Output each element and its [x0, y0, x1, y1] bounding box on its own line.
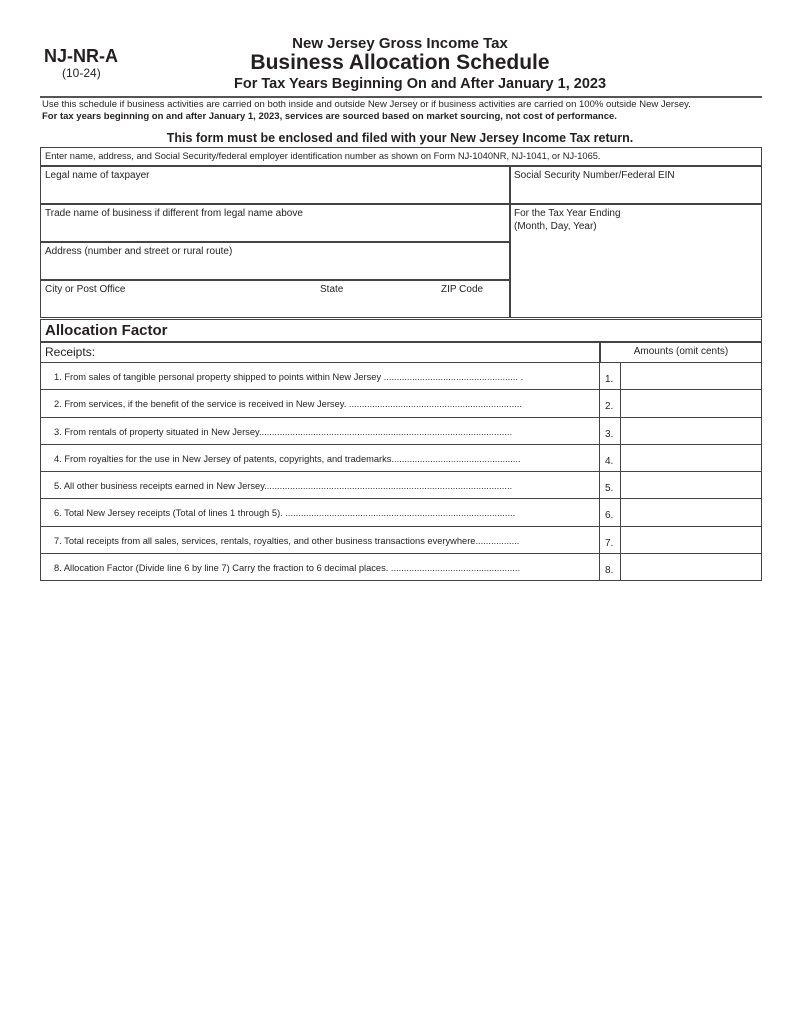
trade-name-label: Trade name of business if different from legal name above: [45, 208, 303, 219]
line-7-amount-field[interactable]: [622, 527, 761, 553]
line-description: 4. From royalties for the use in New Jersey of patents, copyrights, and trademarks..................................................: [54, 453, 521, 464]
enclose-notice: This form must be enclosed and filed with your New Jersey Income Tax return.: [166, 131, 634, 145]
line-3-amount-field[interactable]: [622, 418, 761, 444]
line-number: 6.: [599, 499, 621, 525]
zip-label: ZIP Code: [441, 284, 484, 295]
line-number: 7.: [599, 527, 621, 553]
divider: [40, 165, 762, 167]
sourcing-note: For tax years beginning on and after January 1, 2023, services are sourced based on market sourcing, not cost of performance.: [42, 111, 617, 122]
line-description: 7. Total receipts from all sales, services, rentals, royalties, and other business transactions everywhere.................: [54, 535, 520, 546]
state-field[interactable]: [320, 297, 435, 315]
legal-name-label: Legal name of taxpayer: [45, 170, 150, 181]
line-description: 1. From sales of tangible personal property shipped to points within New Jersey .................................................... .: [54, 372, 524, 382]
divider: [40, 241, 510, 243]
divider: [40, 341, 762, 343]
address-field[interactable]: [45, 259, 505, 277]
agency-heading: New Jersey Gross Income Tax: [292, 35, 508, 52]
tax-year-label: For the Tax Year Ending: [514, 208, 621, 219]
line-description: 8. Allocation Factor (Divide line 6 by line 7) Carry the fraction to 6 decimal places. ..................................................: [54, 562, 521, 573]
tax-year-format: (Month, Day, Year): [514, 221, 597, 232]
ssn-label: Social Security Number/Federal EIN: [514, 170, 675, 181]
line-description: 6. Total New Jersey receipts (Total of lines 1 through 5). .........................................................................................: [54, 508, 516, 519]
divider: [40, 203, 762, 205]
receipts-label: Receipts:: [45, 345, 96, 359]
line-number: 4.: [599, 445, 621, 471]
line-1-row: [40, 362, 762, 389]
divider: [40, 279, 510, 281]
line-number: 2.: [599, 390, 621, 416]
line-2-row: [40, 389, 762, 416]
line-7-row: [40, 526, 762, 553]
form-id: NJ-NR-A: [44, 46, 118, 66]
line-3-row: [40, 417, 762, 444]
zip-field[interactable]: [441, 297, 505, 315]
line-5-amount-field[interactable]: [622, 472, 761, 498]
amounts-header: Amounts (omit cents): [633, 346, 729, 357]
city-label: City or Post Office: [45, 284, 126, 295]
line-1-amount-field[interactable]: [622, 363, 761, 389]
form-subtitle: For Tax Years Beginning On and After January 1, 2023: [233, 76, 607, 92]
city-field[interactable]: [45, 297, 315, 315]
line-4-amount-field[interactable]: [622, 445, 761, 471]
line-6-amount-field[interactable]: [622, 499, 761, 525]
tax-year-field[interactable]: [514, 238, 758, 256]
line-8-row: [40, 553, 762, 580]
line-description: 2. From services, if the benefit of the service is received in New Jersey. ...................................................................: [54, 399, 522, 410]
line-4-row: [40, 444, 762, 471]
taxpayer-instructions: Enter name, address, and Social Security/federal employer identification number as shown on Form NJ-1040NR, NJ-1041, or NJ-1065.: [45, 151, 601, 161]
line-2-amount-field[interactable]: [622, 390, 761, 416]
ssn-field[interactable]: [514, 183, 758, 201]
address-label: Address (number and street or rural route): [45, 246, 233, 257]
line-description: 5. All other business receipts earned in New Jersey................................................................................................: [54, 481, 513, 491]
trade-name-field[interactable]: [45, 221, 505, 239]
line-5-row: [40, 471, 762, 498]
form-title: Business Allocation Schedule: [250, 51, 550, 74]
state-label: State: [320, 284, 344, 295]
line-number: 8.: [599, 554, 621, 580]
allocation-title: Allocation Factor: [45, 322, 168, 339]
line-number: 5.: [599, 472, 621, 498]
form-revision: (10-24): [62, 66, 101, 80]
header-divider: [40, 96, 762, 98]
line-6-row: [40, 498, 762, 525]
line-number: 3.: [599, 418, 621, 444]
line-8-amount-field[interactable]: [622, 554, 761, 580]
usage-note: Use this schedule if business activities are carried on both inside and outside New Jersey or if business activities are carried on 100% outside New Jersey.: [42, 99, 691, 110]
line-description: 3. From rentals of property situated in New Jersey..................................................................................................: [54, 426, 513, 437]
line-number: 1.: [599, 363, 621, 389]
legal-name-field[interactable]: [45, 183, 505, 201]
